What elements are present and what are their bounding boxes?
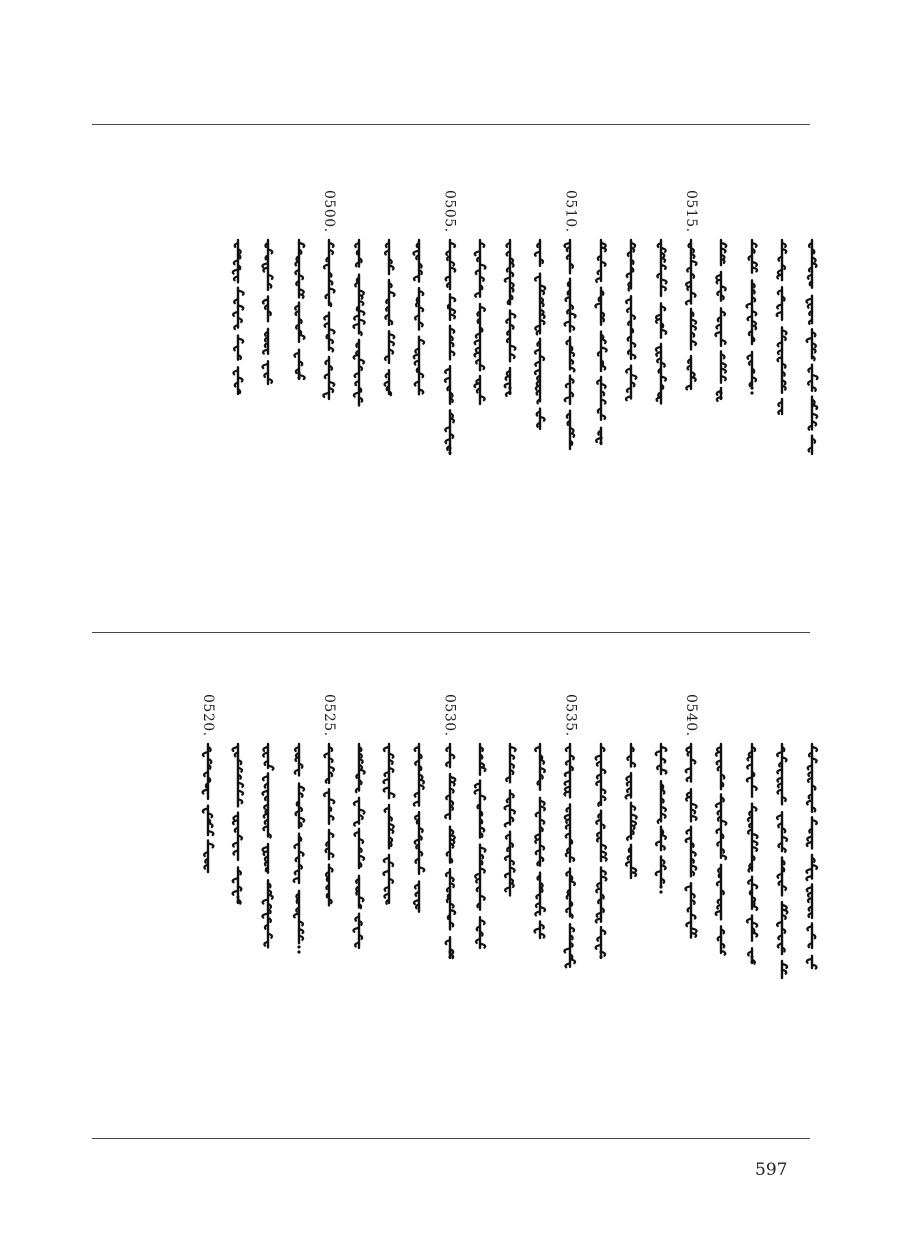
mongolian-script-line [471,238,489,408]
mongolian-script-line [773,742,791,982]
mongolian-script-line [441,238,459,458]
mongolian-script-line [773,238,791,418]
line-number: 0540. [683,694,700,737]
line-number: 0530. [441,694,458,737]
mongolian-script-line [471,742,489,952]
mongolian-script-line [410,238,428,413]
mongolian-script-line [682,742,700,942]
mongolian-script-line [320,238,338,403]
mongolian-script-line [743,238,761,398]
line-number: 0500. [320,190,337,233]
mongolian-script-line [441,742,459,962]
mongolian-script-line [652,238,670,423]
middle-rule [92,632,810,633]
mongolian-script-line [803,238,821,458]
mongolian-script-line [622,742,640,882]
mongolian-script-line [501,238,519,398]
mongolian-script-line [803,742,821,972]
line-number: 0535. [562,694,579,737]
mongolian-script-line [561,742,579,972]
mongolian-script-line [712,742,730,957]
mongolian-script-line [592,742,610,962]
mongolian-script-line [682,238,700,393]
bottom-rule [92,1138,810,1139]
line-number: 0505. [441,190,458,233]
mongolian-script-line [350,238,368,413]
mongolian-script-line [380,742,398,907]
mongolian-script-line [259,238,277,388]
mongolian-script-line [712,238,730,403]
mongolian-script-line [199,742,217,882]
line-number: 0510. [562,190,579,233]
line-number: 0525. [320,694,337,737]
mongolian-script-line [229,238,247,398]
mongolian-script-line [290,238,308,383]
mongolian-script-line [652,742,670,897]
mongolian-script-line [561,238,579,453]
mongolian-script-line [592,238,610,448]
mongolian-script-line [350,742,368,952]
line-number: 0515. [683,190,700,233]
mongolian-script-line [259,742,277,952]
mongolian-script-line [501,742,519,907]
mongolian-script-line [320,742,338,917]
mongolian-script-line [410,742,428,932]
top-rule [92,124,810,125]
mongolian-script-line [290,742,308,957]
page-number: 597 [755,1160,788,1180]
mongolian-script-line [531,742,549,942]
mongolian-script-line [743,742,761,967]
mongolian-script-line [531,238,549,433]
mongolian-script-line [229,742,247,907]
line-number: 0520. [200,694,216,737]
mongolian-script-line [380,238,398,398]
mongolian-script-line [622,238,640,418]
